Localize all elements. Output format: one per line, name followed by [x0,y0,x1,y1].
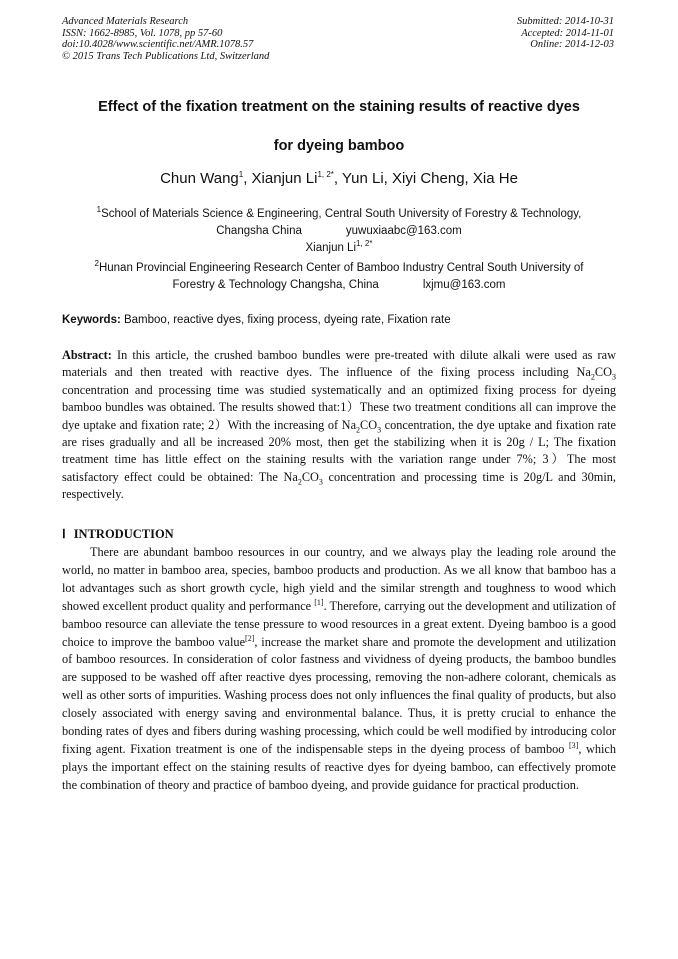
author-email[interactable]: lxjmu@163.com [422,279,506,291]
subscript: 3 [612,372,616,382]
affiliation-text: School of Materials Science & Engineering, Central South University of Forestry & Technology, [101,208,582,220]
affiliation-text: Forestry & Technology Changsha, China [172,279,379,291]
doi-line[interactable]: doi:10.4028/www.scientific.net/AMR.1078.57 [62,39,254,50]
submission-dates [517,16,614,51]
subscript: 3 [377,425,382,435]
author-name: Chun Wang [160,170,239,187]
section-numeral: Ⅰ [62,527,66,541]
author-names-rest: , Yun Li, Xiyi Cheng, Xia He [333,170,518,187]
affiliation-mark: 2 [94,259,99,269]
keywords-text: Bamboo, reactive dyes, fixing process, dyeing rate, Fixation rate [120,314,451,326]
affiliation-1 [62,206,616,257]
online-date: Online: 2014-12-03 [530,39,614,50]
body-text: There are abundant bamboo resources in our country, and we always play the leading role around the world, no matter in bamboo area, species, bamboo products and production. As we all know that bamboo has a lot advantages such as short growth cycle, high yield and the similar strength and toughness to wood which showed excellent product quality and performance [62,545,616,613]
submitted-date: Submitted: 2014-10-31 [516,16,614,27]
author-affiliation-mark: 1, 2* [317,170,334,179]
paper-title [50,88,628,166]
subscript: 2 [297,477,302,487]
abstract-text: concentration and processing time is 20g/L and 30min, respectively. [62,469,616,502]
title-line-1: Effect of the fixation treatment on the staining results of reactive dyes [98,99,580,115]
subscript: 3 [318,477,323,487]
abstract-text: CO [594,365,612,380]
affiliation-text: Hunan Provincial Engineering Research Center of Bamboo Industry Central South University of [98,262,584,274]
keywords-label: Keywords: [62,314,121,326]
affiliation-2 [62,260,616,294]
keywords [62,314,618,326]
citation-ref[interactable]: [3] [568,740,579,750]
citation-ref[interactable]: [1] [314,597,324,607]
author-affiliation-mark: 1 [238,170,244,179]
journal-info [62,16,269,62]
author-email[interactable]: yuwuxiaabc@163.com [345,225,462,237]
abstract-text: concentration, the dye uptake and fixation rate are rises gradually and all be increased 20% most, then get the stabilizing when it is 20g / L; The fixation treatment time has little effect on the staining results with the variation range under 7%; 3）The most satisfactory effect could be obtained: The Na [62,417,616,484]
citation-ref[interactable]: [2] [245,633,255,643]
abstract-text: CO [360,417,378,432]
body-text: , which plays the important effect on the staining results of reactive dyes for dyeing bamboo, can effectively promote the combination of theory and practice of bamboo dyeing, and provide guidance for practical production. [62,741,616,792]
abstract-text: CO [301,469,319,484]
accepted-date: Accepted: 2014-11-01 [521,27,614,39]
subscript: 2 [590,372,595,382]
section-title: INTRODUCTION [73,527,174,541]
affiliation-mark: 1 [96,205,102,215]
abstract-text: concentration and processing time was studied systematically and an optimized fixing process for dyeing bamboo bundles was obtained. The results showed that:1）These two treatment conditions all can improve the dye uptake and fixation rate; 2）With the increasing of Na [62,382,616,432]
journal-name: Advanced Materials Research [62,16,189,27]
abstract-text: In this article, the crushed bamboo bundles were pre-treated with dilute alkali were used as raw materials and then treated with reactive dyes. The influence of the fixing process including Na [62,348,616,380]
title-line-2: for dyeing bamboo [273,138,405,154]
body-text: , increase the market share and promote the development and utilization of bamboo resources. In consideration of color fastness and vividness of dyeing products, the bamboo bundles are supposed to be washed off after reactive dyes processing, removing the non-adhere colorant, chemicals as well as other sorts of impurities. Washing process does not only influences the final quality of products, but also closely associated with energy saving and environmental balance. Thus, it is pretty crucial to enhance the bonding rates of dyes and fibers during washing processing, which could be well modified by introducing color fixing agent. Fixation treatment is one of the indispensable steps in the dyeing process of bamboo [62,634,616,756]
corresponding-author: Xianjun Li [305,242,357,254]
author-list: Chun Wang$^1$, Xianjun $Li^{1, 2*}$, Yun Li, Xiyi Cheng, Xia He [160,170,518,187]
section-heading [62,526,182,542]
body-text: . Therefore, carrying out the development and utilization of bamboo resource can alleviate the tense pressure to wood resources in a great extent. Dyeing bamboo is a good choice to improve the bamboo value [62,598,616,649]
affiliation-mark: 1, 2* [356,239,373,249]
author-name: Xianjun Li [251,170,318,187]
copyright-line: © 2015 Trans Tech Publications Ltd, Switzerland [62,50,270,62]
abstract-label: Abstract: [62,348,112,362]
introduction-paragraph [62,544,616,795]
abstract [62,347,616,504]
affiliation-city: Changsha China [216,225,302,237]
issn-line: ISSN: 1662-8985, Vol. 1078, pp 57-60 [62,27,223,39]
subscript: 2 [356,425,361,435]
